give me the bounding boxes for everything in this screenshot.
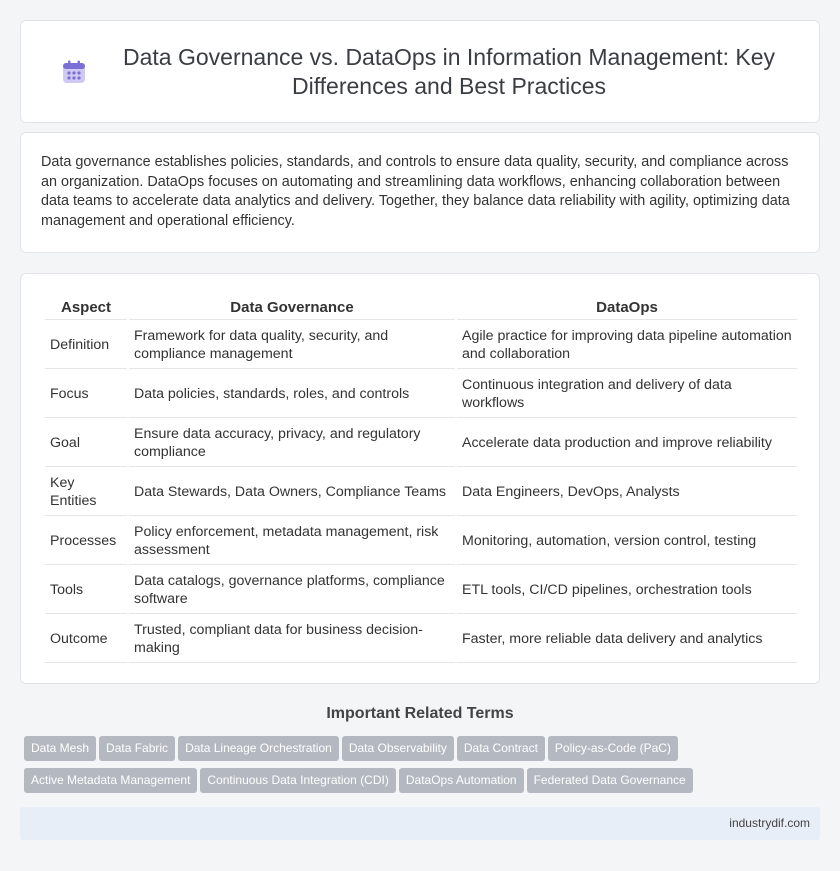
calendar-grid-icon (61, 59, 87, 85)
row-dataops: ETL tools, CI/CD pipelines, orchestration tools (457, 567, 797, 614)
table-header-row (45, 296, 797, 320)
row-aspect: Key Entities (45, 469, 127, 516)
related-tag[interactable]: Data Fabric (99, 736, 175, 761)
row-aspect: Processes (45, 518, 127, 565)
row-aspect: Outcome (45, 616, 127, 663)
row-aspect: Tools (45, 567, 127, 614)
table-row (45, 469, 797, 516)
row-governance: Data catalogs, governance platforms, compliance software (129, 567, 455, 614)
row-governance: Data Stewards, Data Owners, Compliance Teams (129, 469, 455, 516)
row-dataops: Data Engineers, DevOps, Analysts (457, 469, 797, 516)
row-governance: Ensure data accuracy, privacy, and regulatory compliance (129, 420, 455, 467)
related-tags-row-2 (24, 768, 824, 793)
related-tag[interactable]: Data Observability (342, 736, 454, 761)
comparison-table-card (20, 273, 820, 684)
comparison-table (43, 294, 799, 665)
header-card (20, 20, 820, 123)
row-dataops: Continuous integration and delivery of data workflows (457, 371, 797, 418)
intro-card (20, 132, 820, 253)
table-row (45, 616, 797, 663)
row-aspect: Goal (45, 420, 127, 467)
footer-site[interactable]: industrydif.com (729, 816, 810, 830)
row-governance: Trusted, compliant data for business decision-making (129, 616, 455, 663)
row-dataops: Faster, more reliable data delivery and analytics (457, 616, 797, 663)
column-header-dataops: DataOps (457, 296, 797, 320)
column-header-aspect: Aspect (45, 296, 127, 320)
intro-paragraph: Data governance establishes policies, standards, and controls to ensure data quality, security, and compliance across an organization. DataOps focuses on automating and streamlining data workflows, enhancing collaboration between data teams to accelerate data analytics and delivery. Together, they balance data reliability with agility, optimizing data management and operational efficiency. (41, 154, 790, 229)
row-governance: Policy enforcement, metadata management, risk assessment (129, 518, 455, 565)
page-title: Data Governance vs. DataOps in Information Management: Key Differences and Best Practices (123, 43, 775, 99)
related-tag[interactable]: Data Lineage Orchestration (178, 736, 339, 761)
footer-bar (20, 807, 820, 840)
column-header-governance: Data Governance (129, 296, 455, 320)
row-governance: Data policies, standards, roles, and controls (129, 371, 455, 418)
table-row (45, 371, 797, 418)
row-aspect: Focus (45, 371, 127, 418)
table-row (45, 567, 797, 614)
related-tag[interactable]: Data Mesh (24, 736, 96, 761)
related-tags-row-1 (24, 736, 824, 761)
related-terms-title: Important Related Terms (326, 705, 514, 722)
row-aspect: Definition (45, 322, 127, 369)
row-dataops: Accelerate data production and improve reliability (457, 420, 797, 467)
related-tag[interactable]: Continuous Data Integration (CDI) (200, 768, 395, 793)
row-dataops: Monitoring, automation, version control, testing (457, 518, 797, 565)
related-tag[interactable]: DataOps Automation (399, 768, 524, 793)
table-row (45, 518, 797, 565)
related-tag[interactable]: Federated Data Governance (527, 768, 693, 793)
table-row (45, 420, 797, 467)
related-tag[interactable]: Active Metadata Management (24, 768, 197, 793)
related-tag[interactable]: Policy-as-Code (PaC) (548, 736, 678, 761)
related-tag[interactable]: Data Contract (457, 736, 545, 761)
table-row (45, 322, 797, 369)
row-dataops: Agile practice for improving data pipeline automation and collaboration (457, 322, 797, 369)
row-governance: Framework for data quality, security, and compliance management (129, 322, 455, 369)
